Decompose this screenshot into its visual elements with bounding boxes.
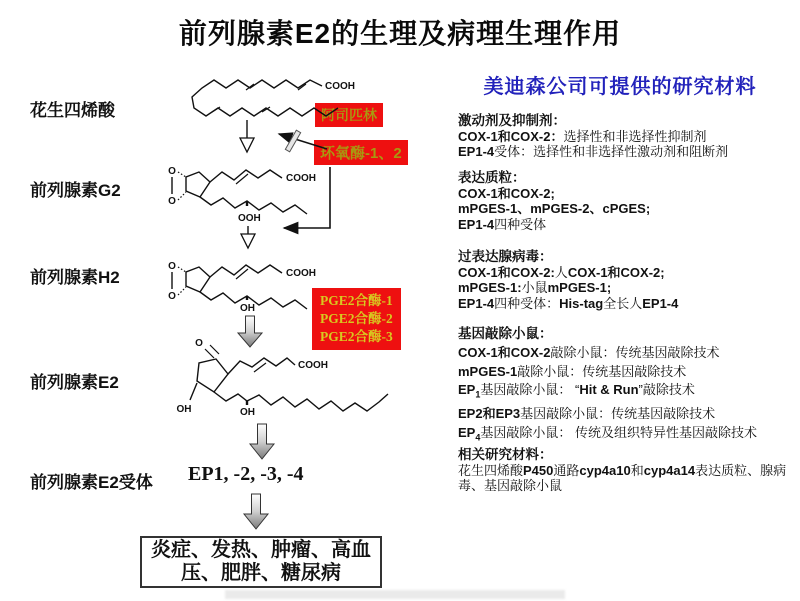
inhibition-slash-icon: [285, 130, 300, 152]
synthase-line-1: PGE2合酶-1: [320, 293, 393, 308]
arachidonic-acid-structure: [192, 80, 355, 116]
label-pge2-receptor: 前列腺素E2受体: [30, 473, 153, 492]
section-line: COX-1和COX-2：选择性和非选择性抑制剂: [458, 128, 707, 144]
cyclooxygenase-box: 环氧酶-1、2: [314, 140, 408, 165]
cooh-label: COOH: [298, 360, 328, 371]
arrow-pgg2-to-pgh2: [241, 226, 255, 248]
oh-label: OH: [240, 407, 255, 418]
cooh-label: COOH: [286, 268, 316, 279]
o-label: O: [168, 291, 176, 302]
aspirin-inhibitor-box: 阿司匹林: [315, 103, 383, 127]
oh-label: OH: [240, 303, 255, 314]
section-title: 过表达腺病毒：: [458, 249, 553, 264]
section-title: 基因敲除小鼠：: [458, 326, 553, 341]
o-label: O: [168, 166, 176, 177]
pgh2-structure: [168, 261, 316, 314]
label-prostaglandin-e2: 前列腺素E2: [30, 373, 119, 392]
section-line: EP1-4四种受体：His-tag全长人EP1-4: [458, 295, 679, 311]
synthase-line-2: PGE2合酶-2: [320, 311, 393, 326]
o-label: O: [168, 196, 176, 207]
section-title: 激动剂及抑制剂：: [458, 113, 566, 128]
section-line: EP2和EP3基因敲除小鼠：传统基因敲除技术: [458, 405, 716, 421]
section-line: COX-1和COX-2;: [458, 185, 555, 201]
section-line: $EP_4$基因敲除小鼠： 传统及组织特异性基因敲除技术: [458, 424, 757, 443]
cooh-label: COOH: [286, 173, 316, 184]
section-title: 表达质粒：: [458, 170, 526, 185]
section-line: EP1-4四种受体: [458, 216, 547, 232]
section-line: COX-1和COX-2敲除小鼠：传统基因敲除技术: [458, 344, 720, 360]
section-title: 相关研究材料：: [458, 447, 553, 462]
o-label: O: [168, 261, 176, 272]
section-line: EP1-4受体：选择性和非选择性激动剂和阻断剂: [458, 144, 729, 159]
inhibition-arrow: [279, 130, 327, 152]
outcomes-line-2: 压、肥胖、糖尿病: [181, 562, 341, 584]
ooh-label: OOH: [238, 213, 261, 224]
receptor-subtypes-text: EP1, -2, -3, -4: [188, 463, 304, 485]
section-line: COX-1和COX-2:人COX-1和COX-2;: [458, 264, 665, 280]
pgg2-structure: [168, 166, 316, 224]
arrow-receptors-to-outcomes: [244, 494, 268, 529]
pge2-structure: [177, 338, 389, 418]
label-prostaglandin-h2: 前列腺素H2: [30, 268, 120, 287]
section-line: $EP_1$基因敲除小鼠： “Hit & Run”敲除技术: [458, 382, 695, 400]
o-label: O: [195, 338, 203, 349]
page-title: 前列腺素E2的生理及病理生理作用: [178, 18, 622, 49]
section-line: mPGES-1、mPGES-2、cPGES;: [458, 201, 651, 216]
arrow-pge2-to-receptors: [250, 424, 274, 459]
section-line: 花生四烯酸P450通路cyp4a10和cyp4a14表达质粒、腺病毒、基因敲除小鼠: [458, 462, 787, 493]
label-arachidonic-acid: 花生四烯酸: [30, 101, 115, 120]
arrow-pgh2-to-pge2: [238, 316, 262, 347]
section-line: mPGES-1敲除小鼠：传统基因敲除技术: [458, 363, 687, 379]
arrow-aa-to-pgg2: [240, 120, 254, 152]
oh-label: OH: [176, 404, 192, 415]
synthase-line-3: PGE2合酶-3: [320, 329, 393, 344]
research-materials-heading: 美迪森公司可提供的研究材料: [483, 76, 757, 98]
cooh-label: COOH: [325, 81, 355, 92]
outcomes-line-1: 炎症、发热、肿瘤、高血: [151, 539, 371, 561]
section-line: mPGES-1:小鼠mPGES-1;: [458, 280, 612, 295]
label-prostaglandin-g2: 前列腺素G2: [30, 181, 121, 200]
